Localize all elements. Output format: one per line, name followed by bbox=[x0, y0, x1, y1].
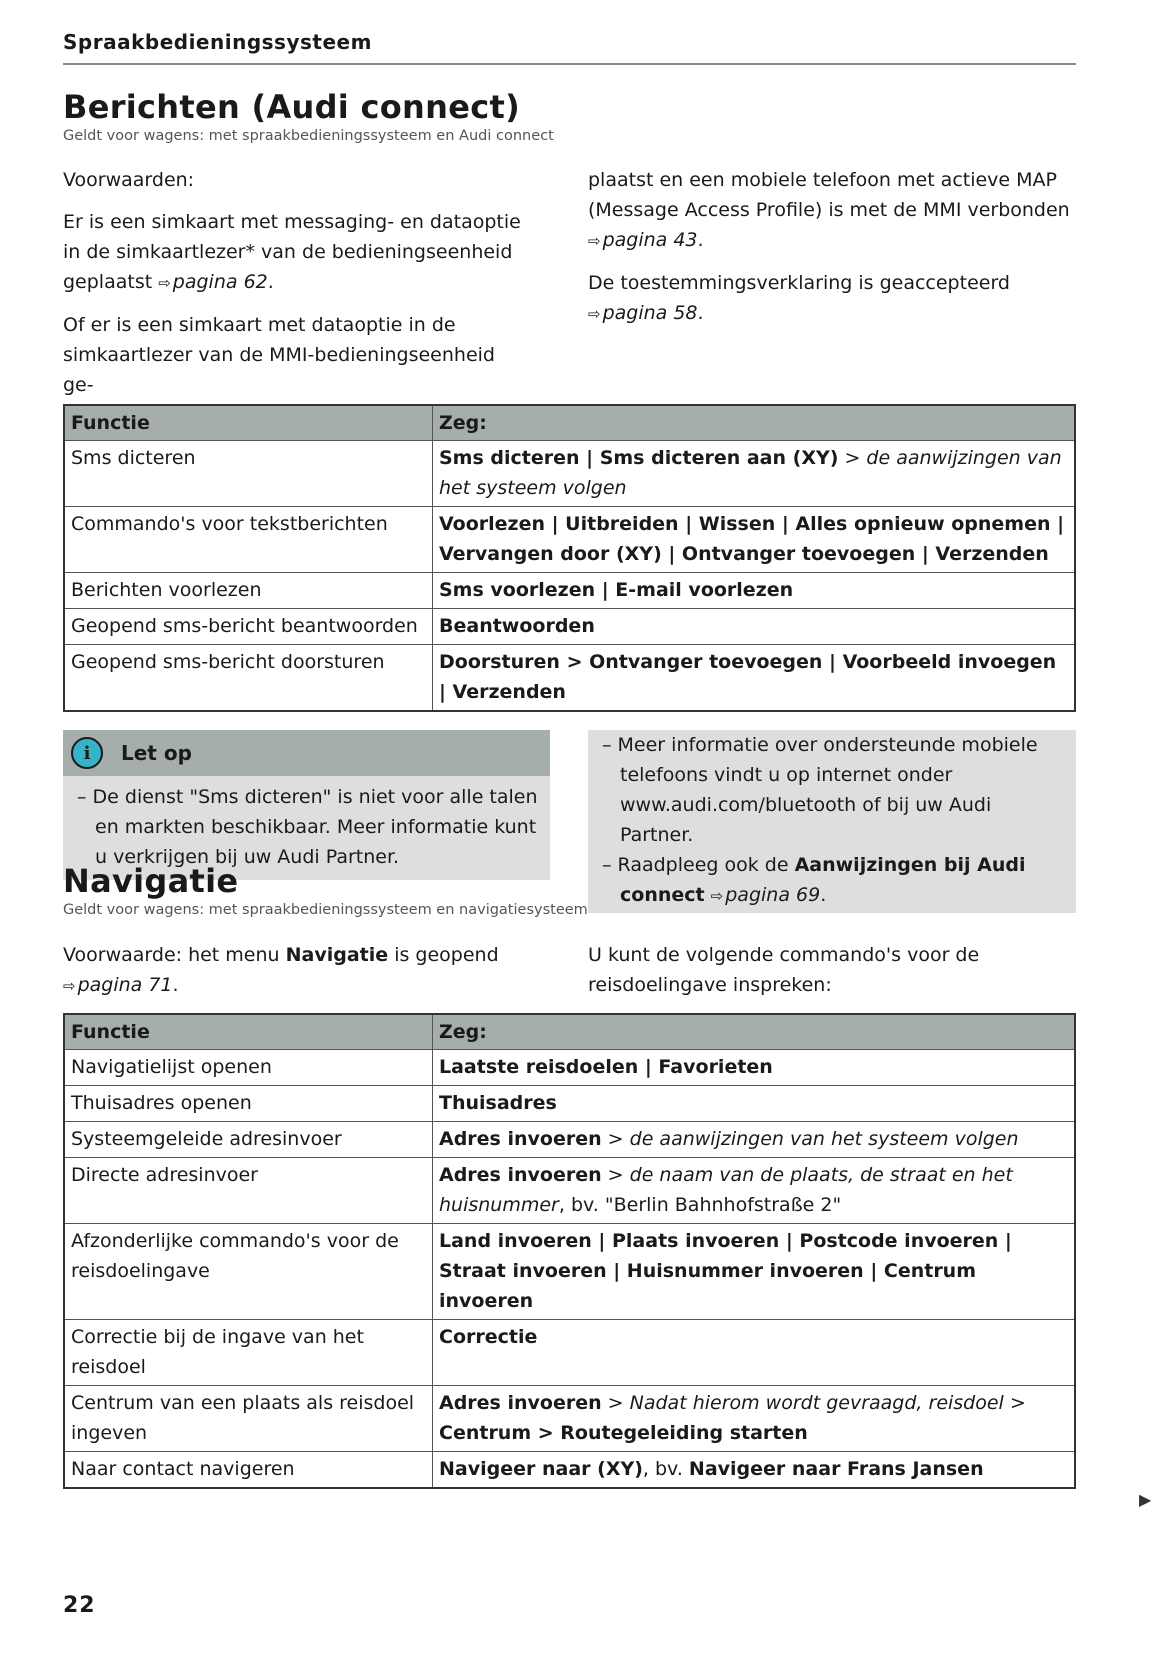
paragraph: Voorwaarde: het menu Navigatie is geopend ⇨ pagina 71. bbox=[63, 944, 499, 996]
reference-arrow-icon: ⇨ bbox=[588, 305, 601, 323]
table-row: Afzonderlijke commando's voor de reisdoelingave Land invoeren | Plaats invoeren | Postcode invoeren | Straat invoeren | Huisnummer invoeren | Centrum invoeren bbox=[64, 1224, 1075, 1320]
berichten-right-column bbox=[588, 165, 1076, 341]
column-header-functie: Functie bbox=[64, 1014, 433, 1050]
table-row: Centrum van een plaats als reisdoel ingeven Adres invoeren > Nadat hierom wordt gevraagd, reisdoel > Centrum > Routegeleiding starten bbox=[64, 1386, 1075, 1452]
running-header bbox=[63, 30, 1076, 65]
note-box-continued bbox=[588, 730, 1076, 913]
info-icon: i bbox=[71, 737, 103, 769]
paragraph: plaatst en een mobiele telefoon met actieve MAP (Message Access Profile) is met de MMI verbonden ⇨ pagina 43. bbox=[588, 169, 1070, 251]
paragraph: De toestemmingsverklaring is geaccepteerd ⇨ pagina 58. bbox=[588, 272, 1010, 324]
navigatie-right-column bbox=[588, 940, 1058, 1012]
table-row: Naar contact navigeren Navigeer naar (XY), bv. Navigeer naar Frans Jansen bbox=[64, 1452, 1075, 1489]
continue-arrow-icon: ▶ bbox=[1139, 1490, 1152, 1509]
berichten-command-table bbox=[63, 404, 1076, 712]
reference-arrow-icon: ⇨ bbox=[588, 232, 601, 250]
note-item: – Raadpleeg ook de Aanwijzingen bij Audi connect ⇨ pagina 69. bbox=[602, 854, 1026, 906]
table-header-row bbox=[64, 1014, 1075, 1050]
reference-arrow-icon: ⇨ bbox=[63, 977, 76, 995]
navigatie-left-column bbox=[63, 940, 523, 1013]
table-row: Commando's voor tekstberichten Voorlezen | Uitbreiden | Wissen | Alles opnieuw opnemen | Vervangen door (XY) | Ontvanger toevoegen | Verzenden bbox=[64, 507, 1075, 573]
paragraph: Er is een simkaart met messaging- en dataoptie in de simkaartlezer* van de bedieningseenheid geplaatst ⇨ pagina 62. bbox=[63, 211, 521, 293]
column-header-zeg: Zeg: bbox=[433, 1014, 1076, 1050]
applies-to-berichten: Geldt voor wagens: met spraakbedieningssysteem en Audi connect bbox=[63, 128, 554, 144]
table-row: Geopend sms-bericht doorsturen Doorsturen > Ontvanger toevoegen | Voorbeeld invoegen | Verzenden bbox=[64, 645, 1075, 712]
table-row: Systeemgeleide adresinvoer Adres invoeren > de aanwijzingen van het systeem volgen bbox=[64, 1122, 1075, 1158]
paragraph: Of er is een simkaart met dataoptie in de simkaartlezer van de MMI-bedieningseenheid ge- bbox=[63, 314, 495, 396]
table-row: Geopend sms-bericht beantwoorden Beantwoorden bbox=[64, 609, 1075, 645]
applies-to-navigatie: Geldt voor wagens: met spraakbedieningssysteem en navigatiesysteem bbox=[63, 902, 588, 918]
note-item: – De dienst "Sms dicteren" is niet voor alle talen en markten beschikbaar. Meer informatie kunt u verkrijgen bij uw Audi Partner. bbox=[77, 786, 538, 868]
table-header-row bbox=[64, 405, 1075, 441]
page-reference-link[interactable]: ⇨ pagina 71 bbox=[63, 974, 173, 996]
page-reference-link[interactable]: ⇨ pagina 69 bbox=[710, 884, 821, 906]
table-row: Directe adresinvoer Adres invoeren > de naam van de plaats, de straat en het huisnummer, bv. "Berlin Bahnhofstraße 2" bbox=[64, 1158, 1075, 1224]
note-title: Let op bbox=[121, 741, 192, 765]
note-box bbox=[63, 730, 550, 880]
reference-arrow-icon: ⇨ bbox=[710, 887, 724, 905]
page-reference-link[interactable]: ⇨ pagina 58 bbox=[588, 302, 698, 324]
paragraph: Voorwaarden: bbox=[63, 169, 195, 191]
table-row: Sms dicteren Sms dicteren | Sms dicteren aan (XY) > de aanwijzingen van het systeem volgen bbox=[64, 441, 1075, 507]
page-reference-link[interactable]: ⇨ pagina 62 bbox=[158, 271, 268, 293]
navigatie-command-table bbox=[63, 1013, 1076, 1489]
note-header bbox=[63, 730, 550, 776]
table-row: Berichten voorlezen Sms voorlezen | E-mail voorlezen bbox=[64, 573, 1075, 609]
berichten-left-column bbox=[63, 165, 523, 412]
section-title-berichten: Berichten (Audi connect) bbox=[63, 88, 521, 126]
reference-arrow-icon: ⇨ bbox=[158, 274, 171, 292]
column-header-zeg: Zeg: bbox=[433, 405, 1076, 441]
section-title-navigatie: Navigatie bbox=[63, 862, 239, 900]
column-header-functie: Functie bbox=[64, 405, 433, 441]
page-number: 22 bbox=[63, 1593, 96, 1618]
page-reference-link[interactable]: ⇨ pagina 43 bbox=[588, 229, 698, 251]
table-row: Navigatielijst openen Laatste reisdoelen | Favorieten bbox=[64, 1050, 1075, 1086]
running-header-title: Spraakbedieningssysteem bbox=[63, 30, 372, 54]
paragraph: U kunt de volgende commando's voor de reisdoelingave inspreken: bbox=[588, 944, 980, 996]
table-row: Thuisadres openen Thuisadres bbox=[64, 1086, 1075, 1122]
table-row: Correctie bij de ingave van het reisdoel Correctie bbox=[64, 1320, 1075, 1386]
note-item: – Meer informatie over ondersteunde mobiele telefoons vindt u op internet onder www.audi.com/bluetooth of bij uw Audi Partner. bbox=[602, 734, 1038, 846]
